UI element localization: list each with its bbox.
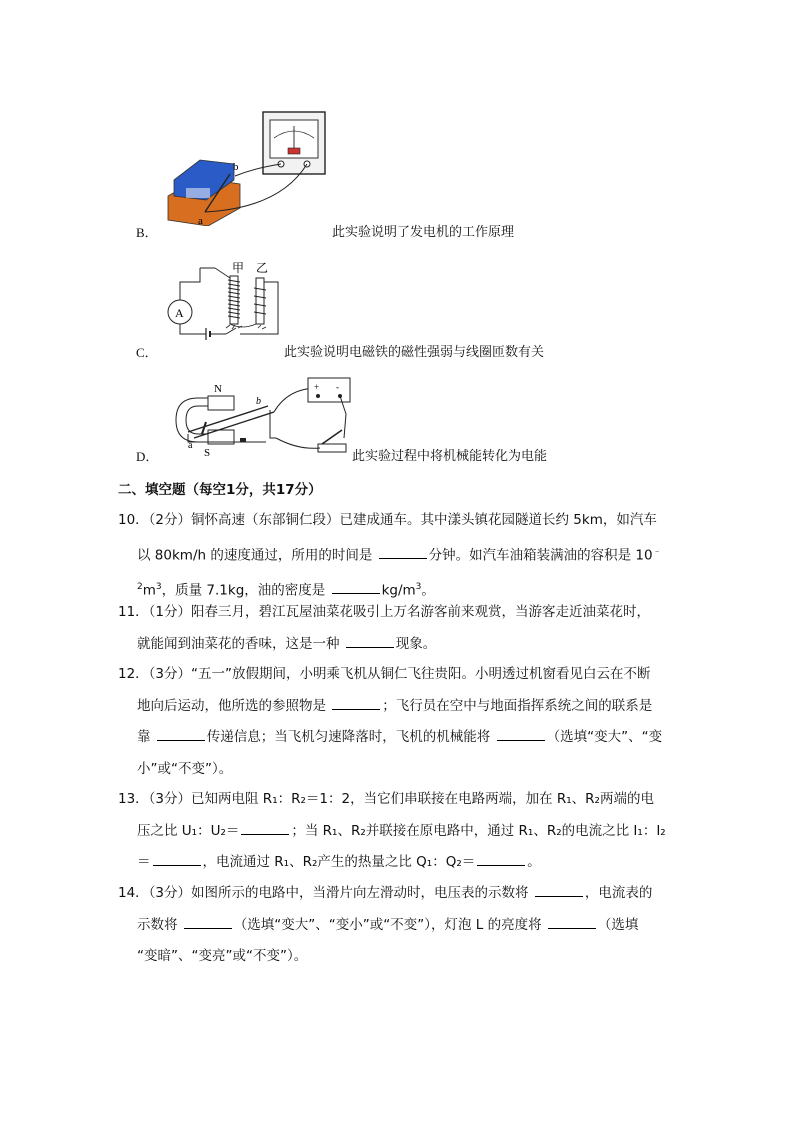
q12-blank3[interactable] (497, 726, 545, 741)
question-11 (118, 597, 678, 660)
label-yi: 乙 (256, 261, 269, 275)
option-b-letter: B． (136, 225, 158, 240)
label-n: N (214, 383, 222, 395)
q10-line1: 10．（2分）铜怀高速（东部铜仁段）已建成通车。其中漾头镇花园隧道长约 5km，如汽车 (118, 512, 657, 528)
question-12 (118, 659, 678, 785)
ammeter-label: A (175, 306, 184, 320)
label-jia: 甲 (232, 261, 245, 275)
option-d-letter: D． (136, 449, 159, 464)
label-minus: - (336, 382, 339, 392)
label-plus: + (314, 382, 320, 392)
option-c-figure (160, 258, 285, 344)
q12-blank1[interactable] (332, 695, 380, 710)
q10-blank2[interactable] (332, 579, 380, 594)
label-d-a: a (188, 440, 193, 451)
q14-blank2[interactable] (184, 914, 232, 929)
q14-line2: 示数将 （选填“变大”、“变小”或“不变”），灯泡 L 的亮度将 （选填 (118, 910, 678, 942)
q12-line1: 12．（3分）“五一”放假期间，小明乘飞机从铜仁飞往贵阳。小明透过机窗看见白云在不断 (118, 666, 651, 682)
label-d-b: b (256, 396, 261, 407)
q10-line2: 以 80km/h 的速度通过，所用的时间是 分钟。如汽车油箱装满油的容积是 10﹣ (118, 537, 678, 572)
q13-line3: ＝ ，电流通过 R₁、R₂产生的热量之比 Q₁：Q₂＝ 。 (118, 847, 678, 879)
q12-blank2[interactable] (157, 726, 205, 741)
q11-line1: 11．（1分）阳春三月，碧江瓦屋油菜花吸引上万名游客前来观赏，当游客走近油菜花时， (118, 604, 651, 620)
label-a: a (198, 215, 203, 226)
q13-blank3[interactable] (477, 851, 525, 866)
q13-line2: 压之比 U₁：U₂＝ ；当 R₁、R₂并联接在原电路中，通过 R₁、R₂的电流之比 I₁：I₂ (118, 816, 678, 848)
option-c-caption: 此实验说明电磁铁的磁性强弱与线圈匝数有关 (284, 345, 545, 360)
q14-line1: 14．（3分）如图所示的电路中，当滑片向左滑动时，电压表的示数将 ，电流表的 (118, 878, 678, 910)
question-10 (118, 505, 678, 607)
question-14 (118, 878, 678, 973)
q10-blank1[interactable] (379, 544, 427, 559)
option-d-figure (158, 376, 354, 462)
label-s: S (204, 447, 211, 459)
q10-line3: $^2m^3$，质量 7.1kg，油的密度是 $kg/m^3$。 (118, 572, 678, 607)
option-d-caption: 此实验过程中将机械能转化为电能 (352, 449, 548, 464)
q12-line4: 小”或“不变”）。 (137, 760, 233, 777)
q12-line2: 地向后运动，他所选的参照物是 ；飞行员在空中与地面指挥系统之间的联系是 (118, 691, 678, 723)
q12-line3: 靠 传递信息；当飞机匀速降落时，飞机的机械能将 （选填“变大”、“变 (118, 722, 678, 754)
q13-line1: 13．（3分）已知两电阻 R₁：R₂＝1：2，当它们串联接在电路两端，加在 R₁、R₂两端的电 (118, 791, 654, 807)
q14-line3: “变暗”、“变亮”或“不变”）。 (137, 948, 308, 964)
option-c-letter: C． (136, 345, 158, 360)
section-title: 二、填空题（每空1分，共17分） (118, 482, 322, 498)
question-13 (118, 784, 678, 879)
q14-blank3[interactable] (548, 914, 596, 929)
option-b-caption: 此实验说明了发电机的工作原理 (332, 225, 515, 240)
q13-blank1[interactable] (241, 820, 289, 835)
q11-blank1[interactable] (346, 633, 394, 648)
label-b: b (233, 161, 239, 173)
q14-blank1[interactable] (535, 882, 583, 897)
q11-line2: 就能闻到油菜花的香味，这是一种 现象。 (118, 629, 678, 661)
option-b-figure (160, 108, 330, 226)
q13-blank2[interactable] (153, 851, 201, 866)
